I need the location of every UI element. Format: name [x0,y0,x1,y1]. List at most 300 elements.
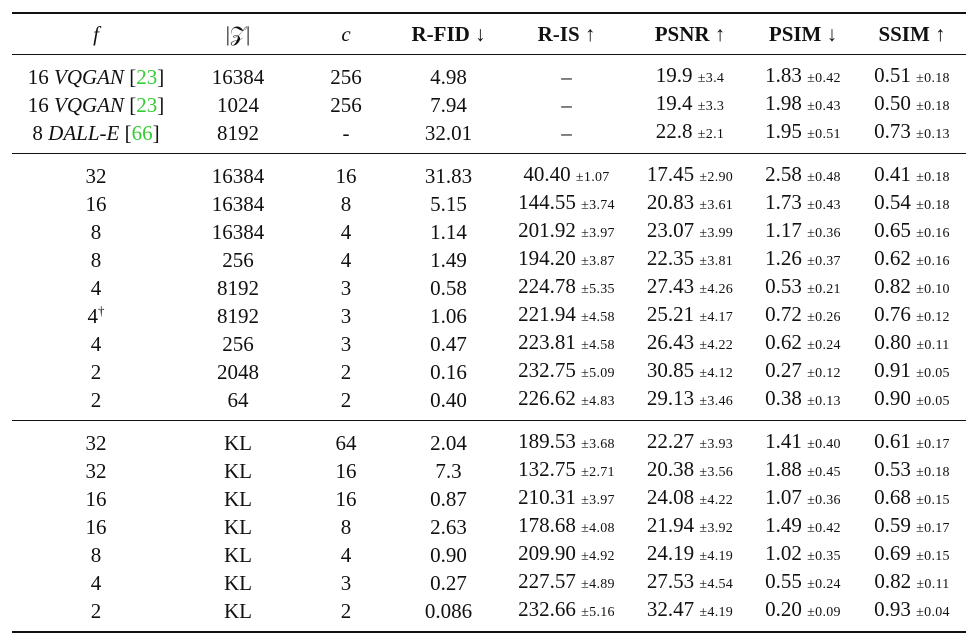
psim-value: 1.26 [765,246,802,270]
citation-link[interactable]: 66 [131,120,153,145]
cell-psim [748,541,858,569]
model-name: DALL-E [48,120,120,145]
ris-value: – [561,120,572,145]
rfid-value: 4.98 [430,64,467,89]
ris-value: 226.62 [518,386,576,410]
table-row [12,91,966,119]
ssim-std: ±0.16 [916,254,950,269]
f-value: 2 [90,598,102,623]
autoencoder-results-table [12,12,966,633]
psnr-value: 22.8 [655,119,693,143]
cell-ris [501,330,632,358]
cell-psim [748,485,858,513]
psnr-value: 27.53 [646,569,695,593]
cell-ssim [858,513,966,541]
cell-psim [748,386,858,421]
cell-c [296,386,396,421]
cell-ris [501,597,632,632]
cell-ris [501,513,632,541]
psim-value: 1.98 [765,91,802,115]
header-c: c [341,21,351,46]
cell-codebook-size [180,421,296,458]
ris-std: ±4.58 [581,310,615,325]
header-ssim: SSIM ↑ [878,21,946,46]
psim-std: ±0.26 [807,310,841,325]
z-value: 256 [222,247,254,272]
cell-psnr [632,119,748,154]
f-value: 16 [85,486,107,511]
psnr-std: ±3.93 [699,437,734,452]
cell-psim [748,190,858,218]
f-value: 32 [85,430,107,455]
cell-f: 8 DALL-E [66] [32,120,160,145]
cell-psnr [632,274,748,302]
cell-psnr [632,246,748,274]
cell-codebook-size [180,274,296,302]
cell-psnr [632,190,748,218]
rfid-value: 1.49 [430,247,467,272]
cell-c [296,457,396,485]
psnr-std: ±4.19 [699,549,734,564]
cell-ris [501,246,632,274]
psnr-std: ±2.1 [697,127,725,142]
ssim-std: ±0.18 [916,198,950,213]
psim-std: ±0.51 [807,127,841,142]
psnr-std: ±3.99 [699,226,734,241]
cell-f [12,358,180,386]
header-codebook-size: |𝒵| [225,21,251,46]
z-value: KL [224,458,252,483]
ssim-std: ±0.17 [916,521,950,536]
ssim-std: ±0.15 [916,549,950,564]
psnr-std: ±3.92 [699,521,734,536]
psnr-value: 27.43 [646,274,695,298]
psim-value: 2.58 [765,162,802,186]
psim-std: ±0.36 [807,226,841,241]
header-psnr: PSNR ↑ [654,21,726,46]
cell-f: 16 VQGAN [23] [27,64,165,89]
psnr-value: 22.35 [646,246,695,270]
ssim-value: 0.41 [874,162,911,186]
c-value: 256 [330,64,362,89]
cell-rfid [396,330,501,358]
cell-ssim [858,302,966,330]
cell-psim [748,457,858,485]
rfid-value: 31.83 [424,163,473,188]
model-name: VQGAN [54,92,124,117]
ris-std: ±3.68 [581,437,615,452]
cell-f [12,541,180,569]
psim-value: 0.55 [765,569,802,593]
psim-std: ±0.24 [807,577,841,592]
ssim-std: ±0.16 [916,226,950,241]
cell-f [12,246,180,274]
cell-ris [501,569,632,597]
cell-c [296,358,396,386]
ssim-std: ±0.15 [916,493,950,508]
c-value: 4 [340,247,352,272]
cell-ssim [858,358,966,386]
ssim-std: ±0.12 [916,310,950,325]
cell-ris [501,190,632,218]
psim-value: 1.49 [765,513,802,537]
cell-codebook-size [180,119,296,154]
z-value: 16384 [211,191,265,216]
header-rfid: R-FID ↓ [411,21,486,46]
cell-f [12,597,180,632]
ssim-std: ±0.11 [916,577,950,592]
ssim-std: ±0.11 [916,338,950,353]
table-row [12,386,966,421]
cell-psnr [632,154,748,191]
cell-psnr [632,358,748,386]
cell-ssim [858,569,966,597]
cell-psnr [632,302,748,330]
ris-std: ±3.87 [581,254,615,269]
cell-rfid [396,91,501,119]
table-row [12,246,966,274]
rfid-value: 0.086 [424,598,473,623]
psnr-value: 21.94 [646,513,695,537]
cell-c [296,190,396,218]
ris-std: ±4.92 [581,549,615,564]
ris-value: 209.90 [518,541,576,565]
cell-ris [501,358,632,386]
cell-rfid [396,119,501,154]
cell-psnr [632,457,748,485]
c-value: 4 [340,219,352,244]
ris-std: ±4.89 [581,577,615,592]
table-row [12,569,966,597]
ssim-value: 0.50 [874,91,911,115]
ris-value: 144.55 [518,190,576,214]
cell-psim [748,154,858,191]
cell-c [296,421,396,458]
table-row [12,190,966,218]
ris-value: 132.75 [518,457,576,481]
ris-std: ±3.97 [581,226,615,241]
f-value: 4 [87,303,98,328]
psnr-value: 32.47 [646,597,695,621]
cell-c [296,246,396,274]
psim-std: ±0.37 [807,254,841,269]
table-row [12,421,966,458]
cell-ssim [858,91,966,119]
cell-ssim [858,386,966,421]
ris-value: 40.40 [523,162,571,186]
ssim-std: ±0.18 [916,465,950,480]
psim-value: 0.27 [765,358,802,382]
z-value: KL [224,514,252,539]
psnr-std: ±4.22 [699,493,734,508]
cell-rfid [396,569,501,597]
f-value: 32 [85,163,107,188]
f-value: 4 [90,331,102,356]
cell-rfid [396,541,501,569]
cell-psim [748,246,858,274]
psim-std: ±0.21 [807,282,841,297]
psnr-value: 30.85 [646,358,695,382]
c-value: 16 [335,486,357,511]
citation-link[interactable]: 23 [136,92,158,117]
table-row [12,485,966,513]
cell-f: 16 VQGAN [23] [27,92,165,117]
z-value: 2048 [217,359,259,384]
ssim-value: 0.62 [874,246,911,270]
psim-value: 1.07 [765,485,802,509]
ssim-std: ±0.10 [916,282,950,297]
psim-std: ±0.13 [807,394,841,409]
ssim-value: 0.93 [874,597,911,621]
cell-codebook-size [180,246,296,274]
kl-group [12,421,966,633]
ssim-value: 0.68 [874,485,911,509]
cell-ssim [858,246,966,274]
rfid-value: 1.06 [430,303,467,328]
ris-value: 223.81 [518,330,576,354]
cell-c [296,485,396,513]
psim-std: ±0.42 [807,71,841,86]
table-row [12,330,966,358]
cell-psnr [632,597,748,632]
cell-psnr [632,541,748,569]
c-value: 3 [340,570,352,595]
cell-psnr [632,569,748,597]
cell-codebook-size [180,513,296,541]
ris-value: 201.92 [518,218,576,242]
ris-std: ±2.71 [581,465,615,480]
psim-value: 1.83 [765,63,802,87]
cell-psim [748,119,858,154]
c-value: 256 [330,92,362,117]
cell-f [12,274,180,302]
c-value: 2 [340,598,352,623]
ssim-value: 0.80 [874,330,912,354]
f-value: 16 [27,64,49,89]
cell-rfid [396,513,501,541]
rfid-value: 0.90 [430,542,467,567]
psim-std: ±0.45 [807,465,841,480]
psnr-std: ±3.4 [697,71,725,86]
ris-value: 194.20 [518,246,576,270]
z-value: 8192 [217,303,259,328]
rfid-value: 0.47 [430,331,467,356]
cell-c [296,119,396,154]
cell-ssim [858,597,966,632]
z-value: KL [224,486,252,511]
psnr-value: 29.13 [646,386,695,410]
z-value: 256 [222,331,254,356]
c-value: 3 [340,331,352,356]
cell-ssim [858,421,966,458]
cell-rfid [396,55,501,92]
f-value: 16 [27,92,49,117]
psim-value: 0.20 [765,597,802,621]
z-value: KL [224,598,252,623]
cell-f [12,154,180,191]
ssim-value: 0.76 [874,302,911,326]
z-value: 16384 [211,163,265,188]
ssim-std: ±0.18 [916,71,950,86]
table-row [12,457,966,485]
f-value: 8 [32,120,43,145]
table-row [12,358,966,386]
f-value: 2 [90,387,102,412]
ris-std: ±3.74 [581,198,615,213]
psnr-value: 26.43 [646,330,695,354]
table-row [12,597,966,632]
z-value: KL [224,542,252,567]
psnr-std: ±4.22 [699,338,734,353]
table-row [12,513,966,541]
ris-std: ±5.35 [581,282,615,297]
psim-std: ±0.43 [807,198,841,213]
cell-psim [748,274,858,302]
z-value: 1024 [217,92,259,117]
z-value: 8192 [217,120,259,145]
cell-psnr [632,386,748,421]
ssim-value: 0.82 [874,569,912,593]
rfid-value: 7.3 [435,458,462,483]
psnr-value: 17.45 [646,162,695,186]
ssim-std: ±0.13 [916,127,950,142]
psim-value: 1.95 [765,119,802,143]
cell-f [12,457,180,485]
cell-ris [501,541,632,569]
cell-ris [501,218,632,246]
psnr-value: 25.21 [646,302,695,326]
ssim-value: 0.59 [874,513,911,537]
psim-value: 1.88 [765,457,802,481]
cell-psnr [632,485,748,513]
ris-value: 232.75 [518,358,576,382]
cell-psnr [632,55,748,92]
rfid-value: 2.04 [430,430,467,455]
f-value: 32 [85,458,107,483]
ssim-value: 0.69 [874,541,911,565]
cell-ssim [858,55,966,92]
psnr-value: 20.38 [646,457,695,481]
cell-psim [748,302,858,330]
cell-codebook-size [180,386,296,421]
cell-codebook-size [180,218,296,246]
psim-value: 1.17 [765,218,802,242]
ssim-std: ±0.05 [916,394,950,409]
cell-c [296,597,396,632]
c-value: 8 [340,514,352,539]
table-row [12,119,966,154]
c-value: 4 [340,542,352,567]
cell-ris [501,302,632,330]
cell-ssim [858,274,966,302]
cell-c [296,91,396,119]
cell-ris [501,421,632,458]
table-row [12,55,966,92]
cell-codebook-size [180,358,296,386]
cell-psim [748,513,858,541]
ssim-value: 0.73 [874,119,911,143]
ris-value: 210.31 [518,485,576,509]
c-value: 2 [340,359,352,384]
results-table-container [12,12,966,633]
psnr-value: 19.4 [655,91,693,115]
psim-std: ±0.36 [807,493,841,508]
cell-c [296,330,396,358]
cell-c [296,569,396,597]
psnr-value: 24.08 [646,485,695,509]
ssim-value: 0.91 [874,358,911,382]
psnr-value: 24.19 [646,541,695,565]
psim-value: 1.41 [765,429,802,453]
psim-value: 1.02 [765,541,802,565]
cell-ssim [858,119,966,154]
citation-link[interactable]: 23 [136,64,158,89]
cell-ssim [858,485,966,513]
psnr-std: ±4.17 [699,310,734,325]
ris-std: ±3.97 [581,493,615,508]
f-value: 16 [85,191,107,216]
cell-f [12,302,180,330]
cell-f [12,386,180,421]
z-value: 16384 [211,219,265,244]
ssim-value: 0.90 [874,386,911,410]
cell-psim [748,358,858,386]
cell-rfid [396,597,501,632]
psnr-std: ±2.90 [699,170,734,185]
f-value: 8 [90,247,102,272]
cell-ris [501,274,632,302]
ris-value: 227.57 [518,569,576,593]
cell-codebook-size [180,154,296,191]
cell-c [296,274,396,302]
psim-value: 0.72 [765,302,802,326]
cell-c [296,154,396,191]
c-value: 3 [340,275,352,300]
cell-codebook-size [180,569,296,597]
psnr-value: 22.27 [646,429,695,453]
cell-psim [748,55,858,92]
baseline-group [12,55,966,154]
f-value: 8 [90,219,102,244]
cell-codebook-size [180,485,296,513]
cell-rfid [396,246,501,274]
rfid-value: 7.94 [430,92,467,117]
psim-std: ±0.35 [807,549,841,564]
c-value: 3 [340,303,352,328]
table-row [12,541,966,569]
cell-rfid [396,421,501,458]
table-row [12,218,966,246]
c-value: 2 [340,387,352,412]
cell-ris [501,55,632,92]
cell-rfid [396,154,501,191]
psim-std: ±0.48 [807,170,841,185]
cell-psim [748,597,858,632]
ssim-value: 0.54 [874,190,911,214]
ris-std: ±4.58 [581,338,615,353]
psnr-std: ±4.19 [699,605,734,620]
rfid-value: 0.58 [430,275,467,300]
cell-psim [748,569,858,597]
rfid-value: 0.87 [430,486,467,511]
cell-codebook-size [180,457,296,485]
vq-group [12,154,966,421]
ris-value: – [561,64,572,89]
cell-ssim [858,457,966,485]
rfid-value: 1.14 [430,219,467,244]
cell-rfid [396,358,501,386]
model-name: VQGAN [54,64,124,89]
